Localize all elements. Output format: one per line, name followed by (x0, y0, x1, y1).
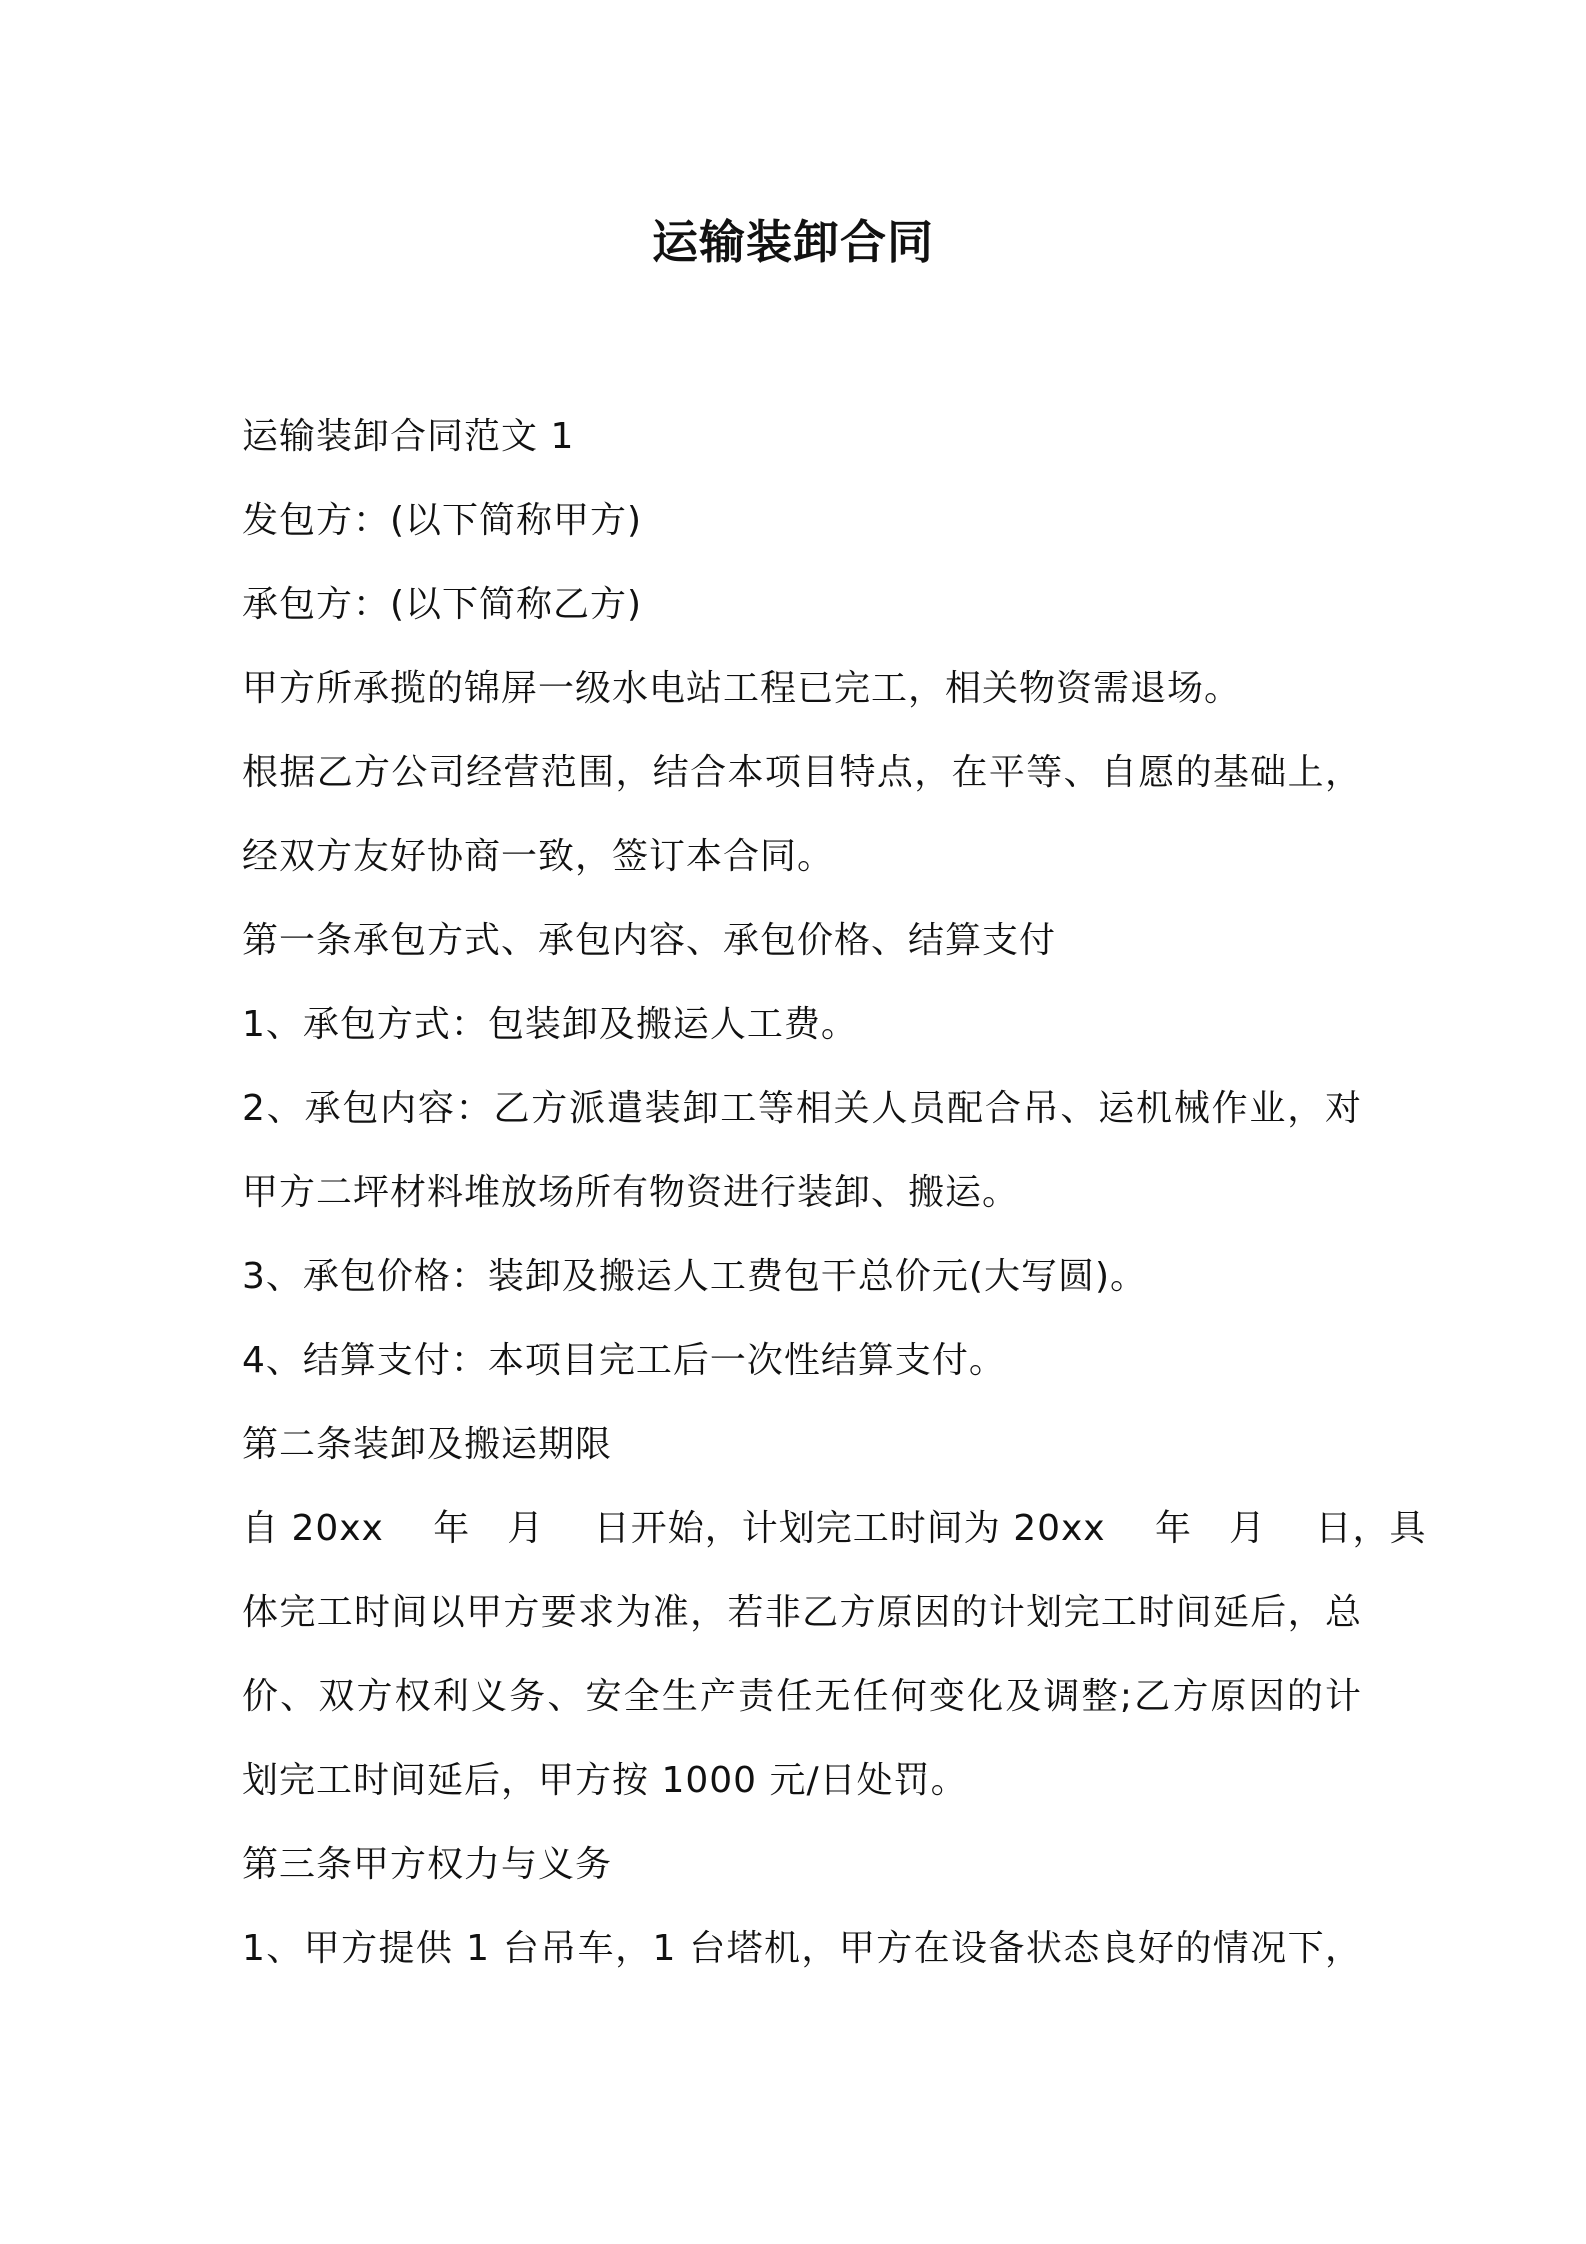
section-heading: 第一条承包方式、承包内容、承包价格、结算支付 (242, 920, 1057, 961)
paragraph-line: 价、双方权利义务、安全生产责任无任何变化及调整;乙方原因的计 (242, 1676, 1362, 1717)
section-heading: 第三条甲方权力与义务 (242, 1844, 613, 1885)
paragraph-line: 根据乙方公司经营范围，结合本项目特点，在平等、自愿的基础上， (242, 752, 1362, 793)
paragraph-line: 承包方：(以下简称乙方) (242, 584, 643, 625)
paragraph-line: 甲方所承揽的锦屏一级水电站工程已完工，相关物资需退场。 (242, 668, 1242, 709)
paragraph-line: 3、承包价格：装卸及搬运人工费包干总价元(大写圆)。 (242, 1256, 1147, 1297)
paragraph-line: 4、结算支付：本项目完工后一次性结算支付。 (242, 1340, 1006, 1381)
paragraph-line: 1、甲方提供 1 台吊车，1 台塔机，甲方在设备状态良好的情况下， (242, 1928, 1362, 1969)
paragraph-line: 划完工时间延后，甲方按 1000 元/日处罚。 (242, 1760, 968, 1801)
paragraph-line: 1、承包方式：包装卸及搬运人工费。 (242, 1004, 858, 1045)
paragraph-line: 体完工时间以甲方要求为准，若非乙方原因的计划完工时间延后，总 (242, 1592, 1362, 1633)
paragraph-line: 2、承包内容：乙方派遣装卸工等相关人员配合吊、运机械作业，对 (242, 1088, 1362, 1129)
paragraph-line: 自 20xx 年 月 日开始，计划完工时间为 20xx 年 月 日，具 (242, 1508, 1427, 1549)
document-subtitle: 运输装卸合同范文 1 (242, 416, 575, 457)
section-heading: 第二条装卸及搬运期限 (242, 1424, 613, 1465)
document-title: 运输装卸合同 (652, 215, 934, 269)
paragraph-line: 甲方二坪材料堆放场所有物资进行装卸、搬运。 (242, 1172, 1020, 1213)
paragraph-line: 经双方友好协商一致，签订本合同。 (242, 836, 835, 877)
paragraph-line: 发包方：(以下简称甲方) (242, 500, 643, 541)
